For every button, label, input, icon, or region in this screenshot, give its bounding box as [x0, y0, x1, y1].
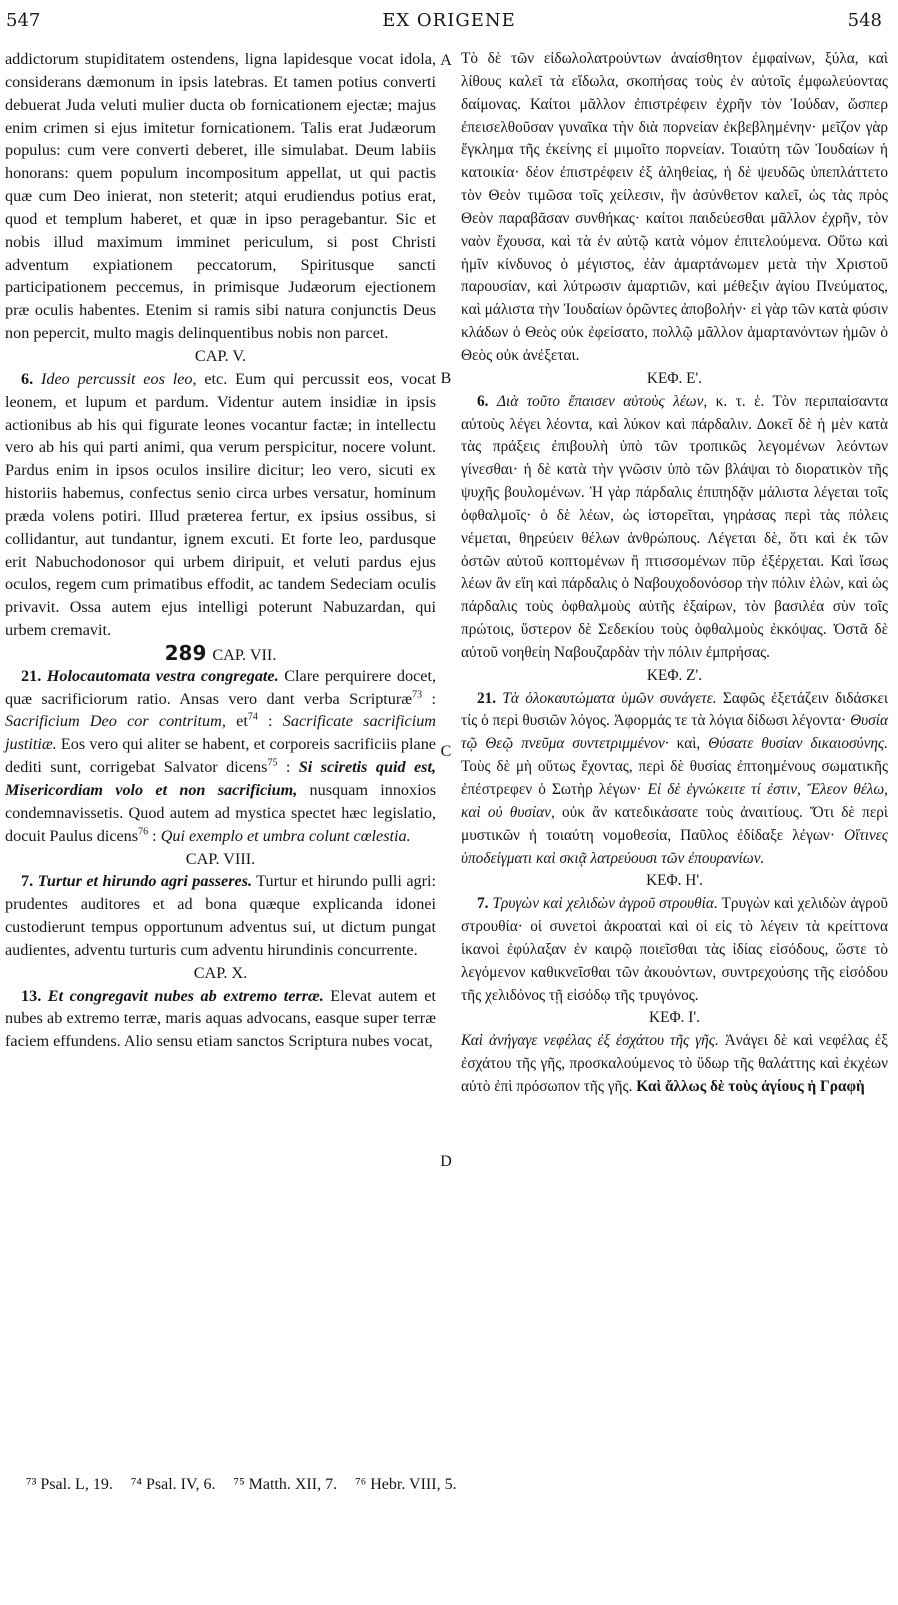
lemma: Διὰ τοῦτο ἔπαισεν αὐτοὺς λέων,: [496, 392, 708, 410]
lemma: Et congregavit nubes ab extremo terræ.: [47, 986, 324, 1005]
footnote-ref: 76: [138, 826, 149, 838]
paragraph-text: Elevat autem et nubes ab extremo terræ, maris aquas advocans, easque super terræ faciem effundens. Alio sensu etiam sanctos Scriptura nubes vocat,: [5, 986, 436, 1051]
footnote: ⁷⁶ Hebr. VIII, 5.: [355, 1476, 457, 1493]
margin-marker-c: C: [440, 743, 452, 760]
paragraph-text: Turtur et hirundo pulli agri: prudentes auditores et ad bona quæque explicanda idonei custodierunt tempus opportunum adventus sui, ut dictum pungat audientes, adventu turturis cum adventu hirundinis concurrente.: [5, 872, 436, 959]
quotation: Εἰ δὲ ἐγνώκειτε τί ἐστιν, Ἔλεον θέλω, καὶ οὐ θυσίαν,: [461, 781, 888, 821]
verse-number: 7.: [21, 872, 34, 891]
paragraph-text: Τοὺς δὲ μὴ οὕτως ἔχοντας, περὶ δὲ θυσίας ἐπτοημένους σωματικῆς ἐπέστρεφεν ὁ Σωτὴρ λέγων·: [461, 758, 888, 798]
greek-kef-8-heading: ΚΕΦ. Η'.: [646, 872, 703, 890]
paragraph-text: Τρυγὼν καὶ χελιδὼν ἀγροῦ στρουθία· οἱ συνετοὶ ἀκροαταὶ καὶ οἱ εἰς τὸ λέγειν τὰ κρείττονα ἱκανοὶ ἐφύλαξαν ἐν καιρῷ ποιεῖσθαι τὰς ἰδίας εἰσόδους, ὥστε τὸ λεγόμενον καθικνεῖσθαι τῶν ἀκουόντων, συντρεχούσης τῆς εἰσόδου τῆς χελιδόνος τῇ εἰσόδῳ τῆς τρυγόνος.: [461, 895, 888, 1004]
greek-kef-8-paragraph: [461, 893, 888, 1007]
paragraph-text: Καὶ ἄλλως δὲ τοὺς ἁγίους ἡ Γραφὴ: [636, 1077, 865, 1095]
greek-kef-10-paragraph: [461, 1030, 888, 1099]
paragraph-text: οὐκ ἂν κατεδικάσατε τοὺς ἀναιτίους. Ὅτι δὲ περὶ μυστικῶν ἡ τοιαύτη νομοθεσία, Παῦλος ἐδίδαξε λέγων·: [461, 803, 888, 844]
greek-column: [461, 48, 888, 1099]
quotation: Οἵτινες ὑποδείγματι καὶ σκιᾷ λατρεύουσι τῶν ἐπουρανίων.: [461, 826, 888, 867]
quotation: Sacrificium Deo cor contritum,: [5, 712, 226, 731]
margin-marker-d: D: [440, 1153, 452, 1170]
margin-marker-b: B: [440, 370, 452, 387]
quotation: Θύσατε θυσίαν δικαιοσύνης.: [708, 735, 888, 753]
verse-number: 13.: [21, 986, 42, 1005]
footnote-ref: 74: [247, 712, 258, 724]
paragraph-text: nusquam innoxios condemnavissetis. Quod autem ad mystica spectet hæc legislatio, docuit Paulus dicens: [5, 781, 437, 845]
greek-kef-5-paragraph: [461, 391, 888, 665]
greek-kef-10-heading: ΚΕΦ. Ι'.: [649, 1009, 700, 1027]
paragraph-text: :: [257, 712, 283, 731]
latin-cap-5-heading: CAP. V.: [194, 346, 247, 365]
latin-intro-paragraph: addictorum stupiditatem ostendens, ligna lapidesque vocat idola, considerans dæmonum in ipsis latebras. Et tamen potius converti debuerat Juda veluti mulier ducta ob fornicationem ejectæ; majus enim crimen si ejus imitetur fornicationem. Talis erat Judæorum populus: cum vere converti deberet, ille simulabat. Deum labiis honorans: quem populum incompositum appellat, ut qui pactis quæ cum Deo inierat, non steterit; atqui erudiendus potius erat, quod et templum haberet, et quæ in ipso peragebantur. Sic et nobis illud maximum imminet periculum, si post Christi adventum expiationem peccatorum, Spiritusque sancti participationem peccemus, in primisque Judæorum ejectionem præ oculis habentes. Etenim si ramis sibi natura conjunctis Deus non pepercit, multo magis delinquentibus nobis non parcet.: [5, 50, 436, 343]
latin-column: [5, 48, 436, 1053]
greek-kef-7-paragraph: [461, 688, 888, 871]
footnote-ref: 73: [412, 689, 423, 701]
verse-number: 6.: [477, 392, 489, 410]
running-title: EX ORIGENE: [382, 10, 516, 31]
paragraph-text: :: [148, 826, 161, 845]
footnote: ⁷³ Psal. L, 19.: [26, 1476, 113, 1493]
lemma: Τὰ ὁλοκαυτώματα ὑμῶν συνάγετε.: [502, 689, 717, 707]
lemma: Holocautomata vestra congregate.: [46, 666, 279, 685]
paragraph-text: καὶ,: [668, 735, 709, 753]
footnote: ⁷⁴ Psal. IV, 6.: [130, 1476, 216, 1493]
quotation: Θυσία τῷ Θεῷ πνεῦμα συντετριμμένον·: [461, 712, 888, 753]
footnote-ref: 75: [267, 757, 278, 769]
latin-cap-7-paragraph: [5, 665, 436, 848]
quotation: Sacrificate sacrificium justitiæ.: [5, 712, 436, 754]
page-number-left: 547: [6, 10, 41, 31]
lemma: Turtur et hirundo agri passeres.: [37, 872, 253, 891]
greek-kef-7-heading: ΚΕΦ. Ζ'.: [646, 666, 703, 684]
latin-cap-8-heading: CAP. VIII.: [185, 849, 256, 868]
paragraph-text: Ἀνάγει δὲ καὶ νεφέλας ἐξ ἐσχάτου τῆς γῆς, προσκαλούμενος τὸ ὕδωρ τῆς θαλάττης καὶ ἐκχέων αὐτὸ ἐπὶ πρόσωπον τῆς γῆς.: [461, 1032, 889, 1095]
latin-cap-10-heading: CAP. X.: [193, 963, 248, 982]
greek-kef-5-heading: ΚΕΦ. Ε'.: [646, 369, 703, 387]
footnote: ⁷⁵ Matth. XII, 7.: [233, 1476, 338, 1493]
latin-cap-5-paragraph: [5, 368, 436, 642]
heading-text: CAP. VII.: [212, 645, 277, 664]
paragraph-text: :: [422, 689, 437, 708]
verse-number: 6.: [21, 369, 34, 388]
lemma: Ideo percussit eos leo,: [40, 369, 197, 388]
latin-cap-10-paragraph: [5, 985, 436, 1054]
quotation: Si sciretis quid est, Misericordiam volo et non sacrificium,: [5, 758, 436, 799]
verse-number: 7.: [477, 895, 489, 913]
verse-number: 21.: [21, 666, 42, 685]
column-number: 289: [164, 640, 207, 665]
running-head: [0, 10, 898, 40]
quotation: Qui exemplo et umbra colunt cœlestia.: [160, 826, 411, 845]
latin-cap-8-paragraph: [5, 870, 436, 961]
paragraph-text: κ. τ. ἑ. Τὸν περιπαίσαντα αὐτοὺς λέγει λέοντα, καὶ λύκον καὶ πάρδαλιν. Δοκεῖ δὲ ἡ μὲν κατὰ τὰς πράξεις ἐπιβουλὴ ὑπὸ τῶν τροπικῶς λεγομένων λεόντων γίνεσθαι· ἡ δὲ κατὰ τὴν γνῶσιν ὑπὸ τῶν βλάψαι τὸ διορατικὸν τῆς ψυχῆς βουλομένων. Ἡ γὰρ πάρδαλις ἐπιπηδᾷν μάλιστα λέγεται τοῖς ὀφθαλμοῖς· ὁ δὲ λέων, ὡς ἱστορεῖται, γηράσας περὶ τὰς πόλεις νέμεται, θηρεύειν θέλων ἀνθρώπους. Λέγεται δὲ, ὅτι καὶ ἐκ τῶν ὀστῶν αὐτοῦ κοπτομένων ἢ πτισσομένων πῦρ ἐξέρχεται. Καὶ ἴσως λέων ἂν εἴη καὶ πάρδαλις ὁ Ναβουχοδονόσορ τὴν πόλιν ἑλὼν, καὶ ὡς πάρδαλις τοὺς ὀφθαλμοὺς αὐτῆς ἐξαίρων, τὸν βασιλέα σὺν τοῖς πρώτοις, ὕστερον δὲ Σεδεκίου τοὺς ὀφθαλμοὺς ἐκκόψας. Ὀστᾶ δὲ αὐτοῦ νοηθείη Ναβουζαρδὰν τὴν πόλιν ἐμπρήσας.: [461, 392, 889, 661]
greek-intro-paragraph: Τὸ δὲ τῶν εἰδωλολατρούντων ἀναίσθητον ἐμφαίνων, ξύλα, καὶ λίθους καλεῖ τὰ εἴδωλα, σκοπήσας τοὺς ἐν αὐτοῖς ἐμφωλεύοντας δαίμονας. Καίτοι μᾶλλον ἐπιστρέφειν ἐχρῆν τὸν Ἰούδαν, ὥσπερ ἐπεισελθοῦσαν γυναῖκα τὴν διὰ πορνείαν ἐκβεβλημένην· μεῖζον γὰρ ἔγκλημα τῆς ἐκείνης εἰ μιμοῖτο πορνείαν. Τοιαύτη τῶν Ἰουδαίων ἡ κατοικία· δέον ἐπιστρέφειν ἐξ ἀληθείας, ἡ δὲ ψευδῶς ὑπεπλάττετο τὸν Θεὸν τιμῶσα τοῖς χείλεσιν, ἣν ἀσύνθετον καλεῖ, ὡς τὰς πρὸς Θεὸν παραβᾶσαν συνθήκας· καίτοι παιδεύεσθαι μᾶλλον ἐχρῆν, τὸν ναὸν ἔχουσα, καὶ τὰ ἐν αὐτῷ κατὰ νόμον ἐπιτελούμενα. Οὕτω καὶ ἡμῖν κίνδυνος ὁ μέγιστος, ἐὰν ἁμαρτάνωμεν μετὰ τὴν Χριστοῦ παρουσίαν, καὶ λύτρωσιν ἁμαρτιῶν, καὶ μέθεξιν ἁγίου Πνεύματος, καὶ μάλιστα τὴν Ἰουδαίων ὁρῶντες ἀποβολήν· εἰ γὰρ τῶν κατὰ φύσιν κλάδων ὁ Θεὸς οὐκ ἐφείσατο, πολλῷ μᾶλλον ἁμαρτανόντων ἡμῶν ὁ Θεὸς οὐκ ἀνέξεται.: [461, 50, 888, 364]
verse-number: 21.: [477, 689, 497, 707]
paragraph-text: Eos vero qui aliter se habent, et corporeis sacrificiis plane dediti sunt, corrigebat Salvator dicens: [5, 735, 436, 777]
page-number-right: 548: [847, 10, 882, 31]
lemma: Καὶ ἀνήγαγε νεφέλας ἐξ ἐσχάτου τῆς γῆς.: [461, 1032, 719, 1050]
paragraph-text: :: [277, 758, 299, 777]
paragraph-text: Σαφῶς ἐξετάζειν διδάσκει τίς ὁ περὶ θυσιῶν λόγος. Ἀφορμάς τε τὰ λόγια δίδωσι λέγοντα·: [461, 689, 888, 730]
margin-marker-a: A: [440, 52, 452, 69]
paragraph-text: Clare perquirere docet, quæ sacrificiorum ratio. Ansas vero dant verba Scripturæ: [5, 666, 436, 708]
lemma: Τρυγὼν καὶ χελιδὼν ἀγροῦ στρουθία.: [492, 895, 718, 913]
latin-cap-7-heading: [5, 642, 436, 665]
paragraph-text: et: [225, 712, 248, 731]
footnotes: [26, 1476, 886, 1494]
paragraph-text: etc. Eum qui percussit eos, vocat leonem, et lupum et pardum. Videntur autem insidiæ in ipsis actionibus ab his qui figurate leones vocantur factæ; in intellectu vero ab his qui parti animi, qua verum perspicitur, nocere volunt. Pardus enim in ipsos oculos insilire dicitur; leo vero, sicuti ex historiis habemus, confectus senio circa urbes versatur, hominum præda volens potiri. Illud præterea fertur, ex ipsius ossibus, si collidantur, aut tundantur, ignem excuti. Et forte leo, pardusque erit Nabuchodonosor qui urbem diripuit, et veluti pardus ejus oculos, regem cum primatibus effodit, ac tandem Sedeciam oculis privavit. Ossa autem ejus intelligi poterunt Nabuzardan, qui urbem cremavit.: [5, 369, 436, 640]
